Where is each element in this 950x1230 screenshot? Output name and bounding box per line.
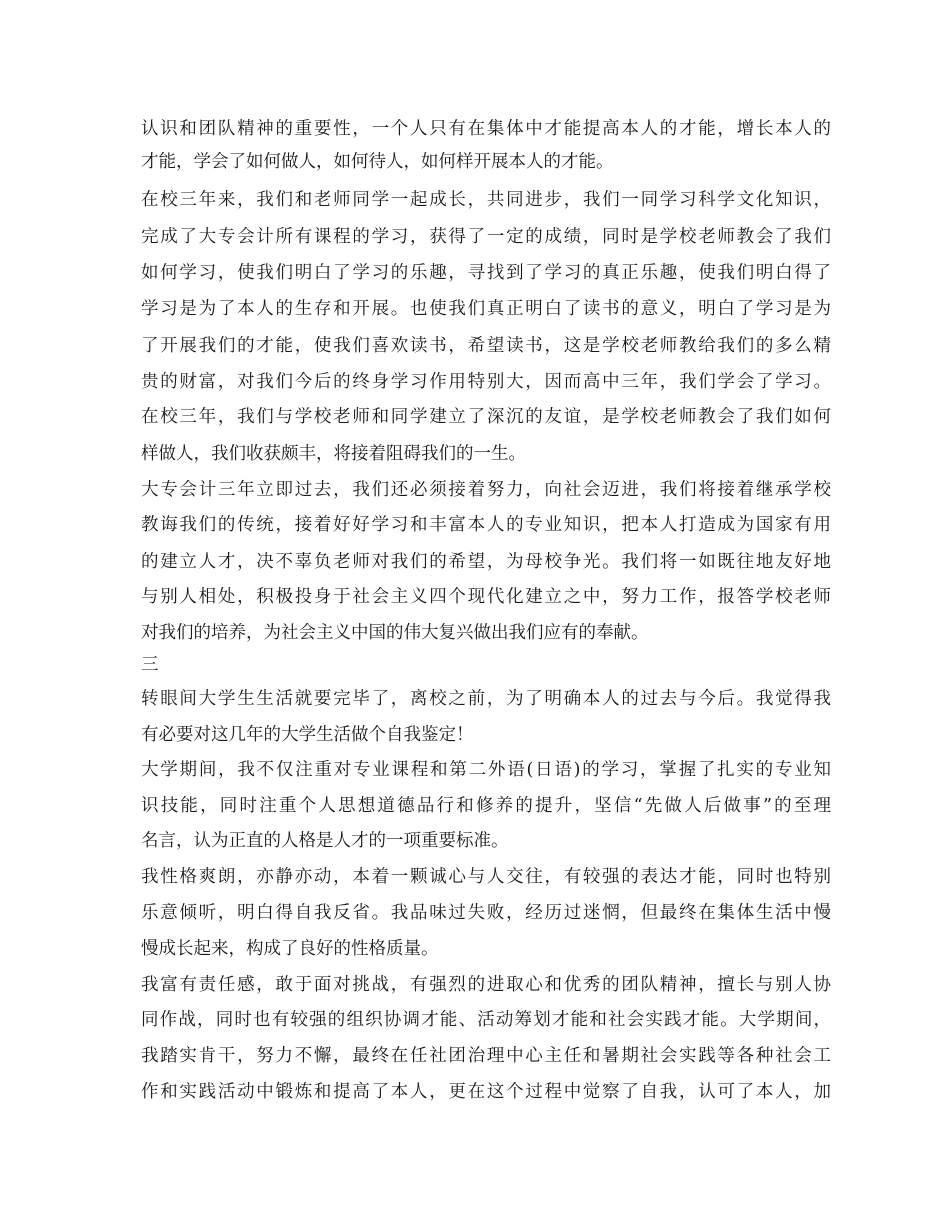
text-line: 名言，认为正直的人格是人才的一项重要标准。 [141, 831, 509, 851]
text-line: 在校三年，我们与学校老师和同学建立了深沉的友谊，是学校老师教会了我们如何 [141, 407, 831, 427]
text-line: 大学期间，我不仅注重对专业课程和第二外语(日语)的学习，掌握了扎实的专业知 [141, 760, 831, 780]
text-line: 了开展我们的才能，使我们喜欢读书，希望读书，这是学校老师教给我们的多么精 [141, 336, 831, 356]
text-line: 在校三年来，我们和老师同学一起成长，共同进步，我们一同学习科学文化知识， [141, 190, 831, 210]
text-line: 识技能，同时注重个人思想道德品行和修养的提升，坚信“先做人后做事”的至理 [141, 796, 831, 816]
text-line: 的建立人才，决不辜负老师对我们的希望，为母校争光。我们将一如既往地友好地 [141, 552, 831, 572]
text-line: 样做人，我们收获颇丰，将接着阻碍我们的一生。 [141, 444, 526, 464]
text-line: 贵的财富，对我们今后的终身学习作用特别大，因而高中三年，我们学会了学习。 [141, 372, 831, 392]
text-line: 我踏实肯干，努力不懈，最终在任社团治理中心主任和暑期社会实践等各种社会工 [141, 1046, 831, 1066]
text-line: 转眼间大学生生活就要完毕了，离校之前，为了明确本人的过去与今后。我觉得我 [141, 689, 831, 709]
text-line: 大专会计三年立即过去，我们还必须接着努力，向社会迈进，我们将接着继承学校 [141, 480, 831, 500]
text-line: 慢成长起来，构成了良好的性格质量。 [141, 939, 439, 959]
text-line: 才能，学会了如何做人，如何待人，如何样开展本人的才能。 [141, 152, 614, 172]
text-line: 我性格爽朗，亦静亦动，本着一颗诚心与人交往，有较强的表达才能，同时也特别 [141, 867, 831, 887]
text-line: 认识和团队精神的重要性，一个人只有在集体中才能提高本人的才能，增长本人的 [141, 119, 831, 139]
text-line: 完成了大专会计所有课程的学习，获得了一定的成绩，同时是学校老师教会了我们 [141, 227, 831, 247]
text-line: 学习是为了本人的生存和开展。也使我们真正明白了读书的意义，明白了学习是为 [141, 299, 831, 319]
text-line: 与别人相处，积极投身于社会主义四个现代化建立之中，努力工作，报答学校老师 [141, 587, 831, 607]
text-line: 如何学习，使我们明白了学习的乐趣，寻找到了学习的真正乐趣，使我们明白得了 [141, 263, 831, 283]
text-line: 教诲我们的传统，接着好好学习和丰富本人的专业知识，把本人打造成为国家有用 [141, 515, 831, 535]
text-line: 对我们的培养，为社会主义中国的伟大复兴做出我们应有的奉献。 [141, 623, 649, 643]
text-line: 同作战，同时也有较强的组织协调才能、活动筹划才能和社会实践才能。大学期间， [141, 1010, 831, 1030]
text-line: 有必要对这几年的大学生活做个自我鉴定！ [141, 725, 474, 745]
text-line: 乐意倾听，明白得自我反省。我品味过失败，经历过迷惘，但最终在集体生活中慢 [141, 903, 831, 923]
text-line: 作和实践活动中锻炼和提高了本人，更在这个过程中觉察了自我，认可了本人，加 [141, 1082, 831, 1102]
text-line: 我富有责任感，敢于面对挑战，有强烈的进取心和优秀的团队精神，擅长与别人协 [141, 975, 831, 995]
section-number: 三 [141, 655, 159, 675]
